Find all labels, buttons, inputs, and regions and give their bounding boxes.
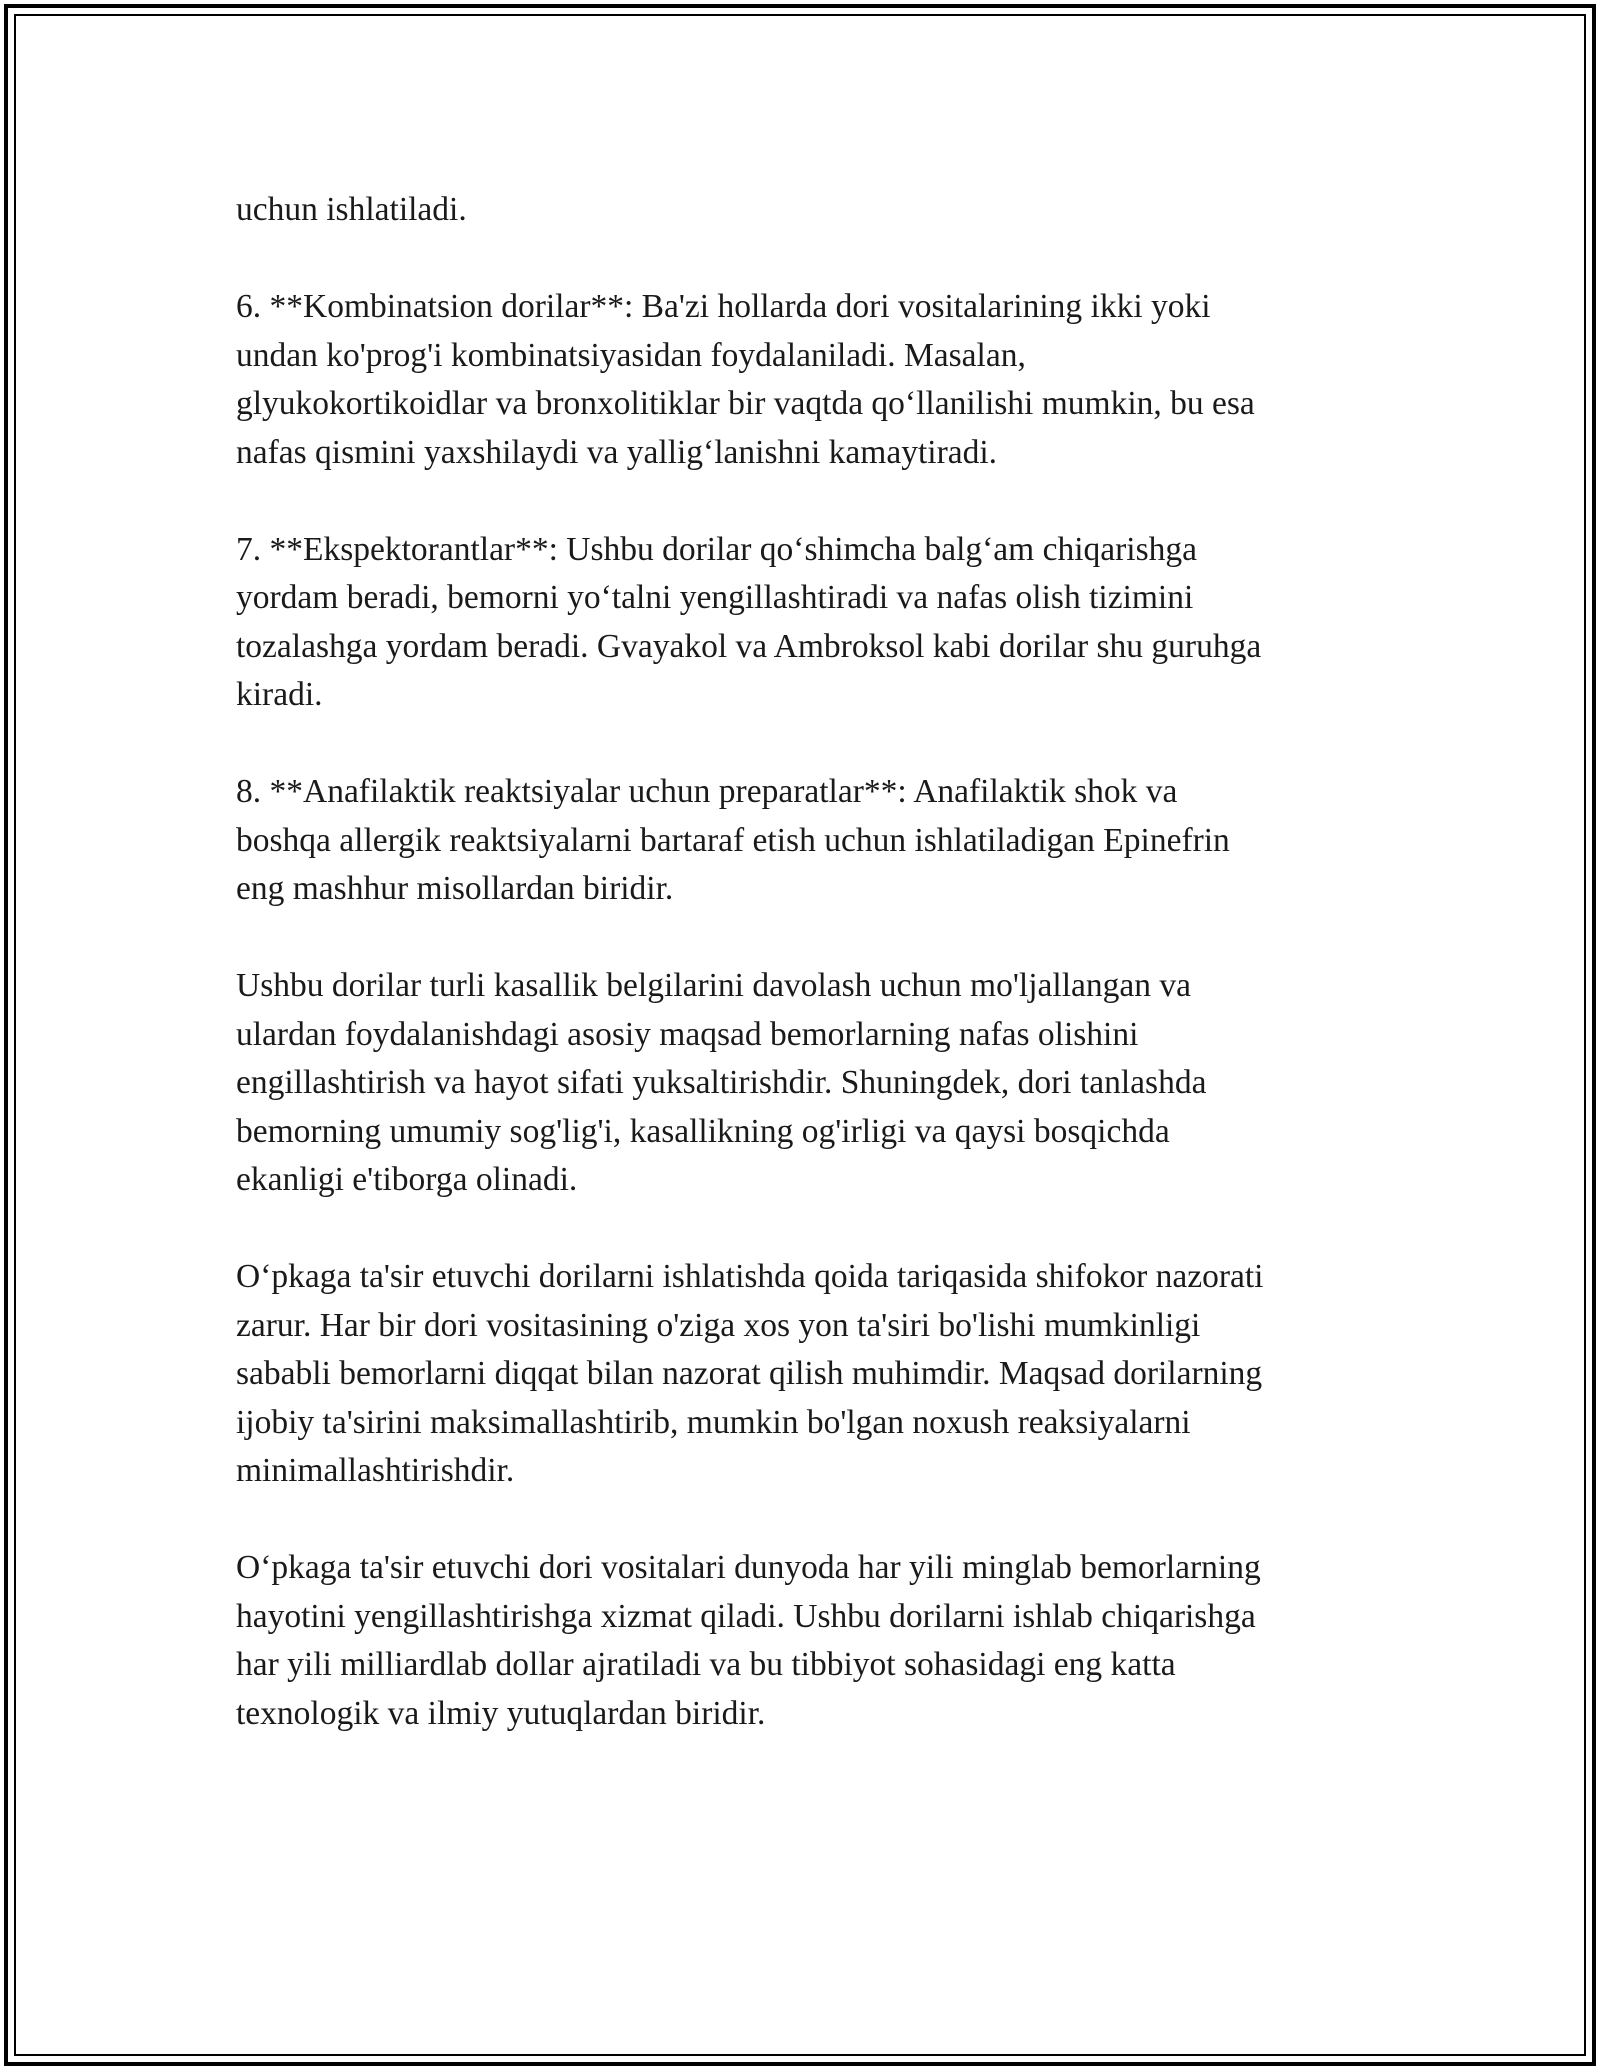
document-body [236, 186, 1386, 1787]
paragraph-supervision [236, 1253, 1386, 1496]
text-line: yordam beradi, bemorni yo‘talni yengillashtiradi va nafas olish tizimini [236, 579, 1194, 616]
text-line: bemorning umumiy sog'lig'i, kasallikning og'irligi va qaysi bosqichda [236, 1112, 1170, 1150]
text-line: sababli bemorlarni diqqat bilan nazorat qilish muhimdir. Maqsad dorilarning [236, 1355, 1263, 1392]
text-line: ulardan foydalanishdagi asosiy maqsad bemorlarning nafas olishini [236, 1015, 1139, 1053]
paragraph-item-6 [236, 283, 1386, 477]
text-line: glyukokortikoidlar va bronxolitiklar bir vaqtda qo‘llanilishi mumkin, bu esa [236, 385, 1255, 422]
text-line: undan ko'prog'i kombinatsiyasidan foydalaniladi. Masalan, [236, 336, 1026, 374]
paragraph-item-8 [236, 768, 1386, 914]
text-line: boshqa allergik reaktsiyalarni bartaraf etish uchun ishlatiladigan Epinefrin [236, 821, 1230, 859]
text-line: uchun ishlatiladi. [236, 191, 467, 228]
text-line: 6. **Kombinatsion dorilar**: Ba'zi hollarda dori vositalarining ikki yoki [236, 288, 1211, 325]
text-line: eng mashhur misollardan biridir. [236, 870, 674, 907]
text-line: minimallashtirishdir. [236, 1452, 515, 1489]
paragraph-conclusion [236, 1544, 1386, 1738]
text-line: tozalashga yordam beradi. Gvayakol va Ambroksol kabi dorilar shu guruhga [236, 627, 1262, 665]
text-line: O‘pkaga ta'sir etuvchi dorilarni ishlatishda qoida tariqasida shifokor nazorati [236, 1258, 1264, 1295]
text-line: 7. **Ekspektorantlar**: Ushbu dorilar qo‘shimcha balg‘am chiqarishga [236, 530, 1198, 568]
text-line: 8. **Anafilaktik reaktsiyalar uchun preparatlar**: Anafilaktik shok va [236, 773, 1178, 810]
text-line: O‘pkaga ta'sir etuvchi dori vositalari dunyoda har yili minglab bemorlarning [236, 1549, 1261, 1586]
text-line: nafas qismini yaxshilaydi va yallig‘lanishni kamaytiradi. [236, 433, 998, 471]
text-line: texnologik va ilmiy yutuqlardan biridir. [236, 1694, 766, 1732]
text-line: kiradi. [236, 676, 323, 713]
text-line: hayotini yengillashtirishga xizmat qiladi. Ushbu dorilarni ishlab chiqarishga [236, 1597, 1256, 1635]
text-line: ekanligi e'tiborga olinadi. [236, 1161, 578, 1198]
text-line: engillashtirish va hayot sifati yuksaltirishdir. Shuningdek, dori tanlashda [236, 1064, 1207, 1101]
paragraph-summary [236, 962, 1386, 1205]
paragraph-item-7 [236, 526, 1386, 720]
text-line: har yili milliardlab dollar ajratiladi va bu tibbiyot sohasidagi eng katta [236, 1646, 1176, 1683]
paragraph-continuation [236, 186, 1386, 235]
text-line: zarur. Har bir dori vositasining o'ziga xos yon ta'siri bo'lishi mumkinligi [236, 1306, 1201, 1344]
text-line: ijobiy ta'sirini maksimallashtirib, mumkin bo'lgan noxush reaksiyalarni [236, 1403, 1191, 1441]
text-line: Ushbu dorilar turli kasallik belgilarini davolash uchun mo'ljallangan va [236, 967, 1191, 1004]
